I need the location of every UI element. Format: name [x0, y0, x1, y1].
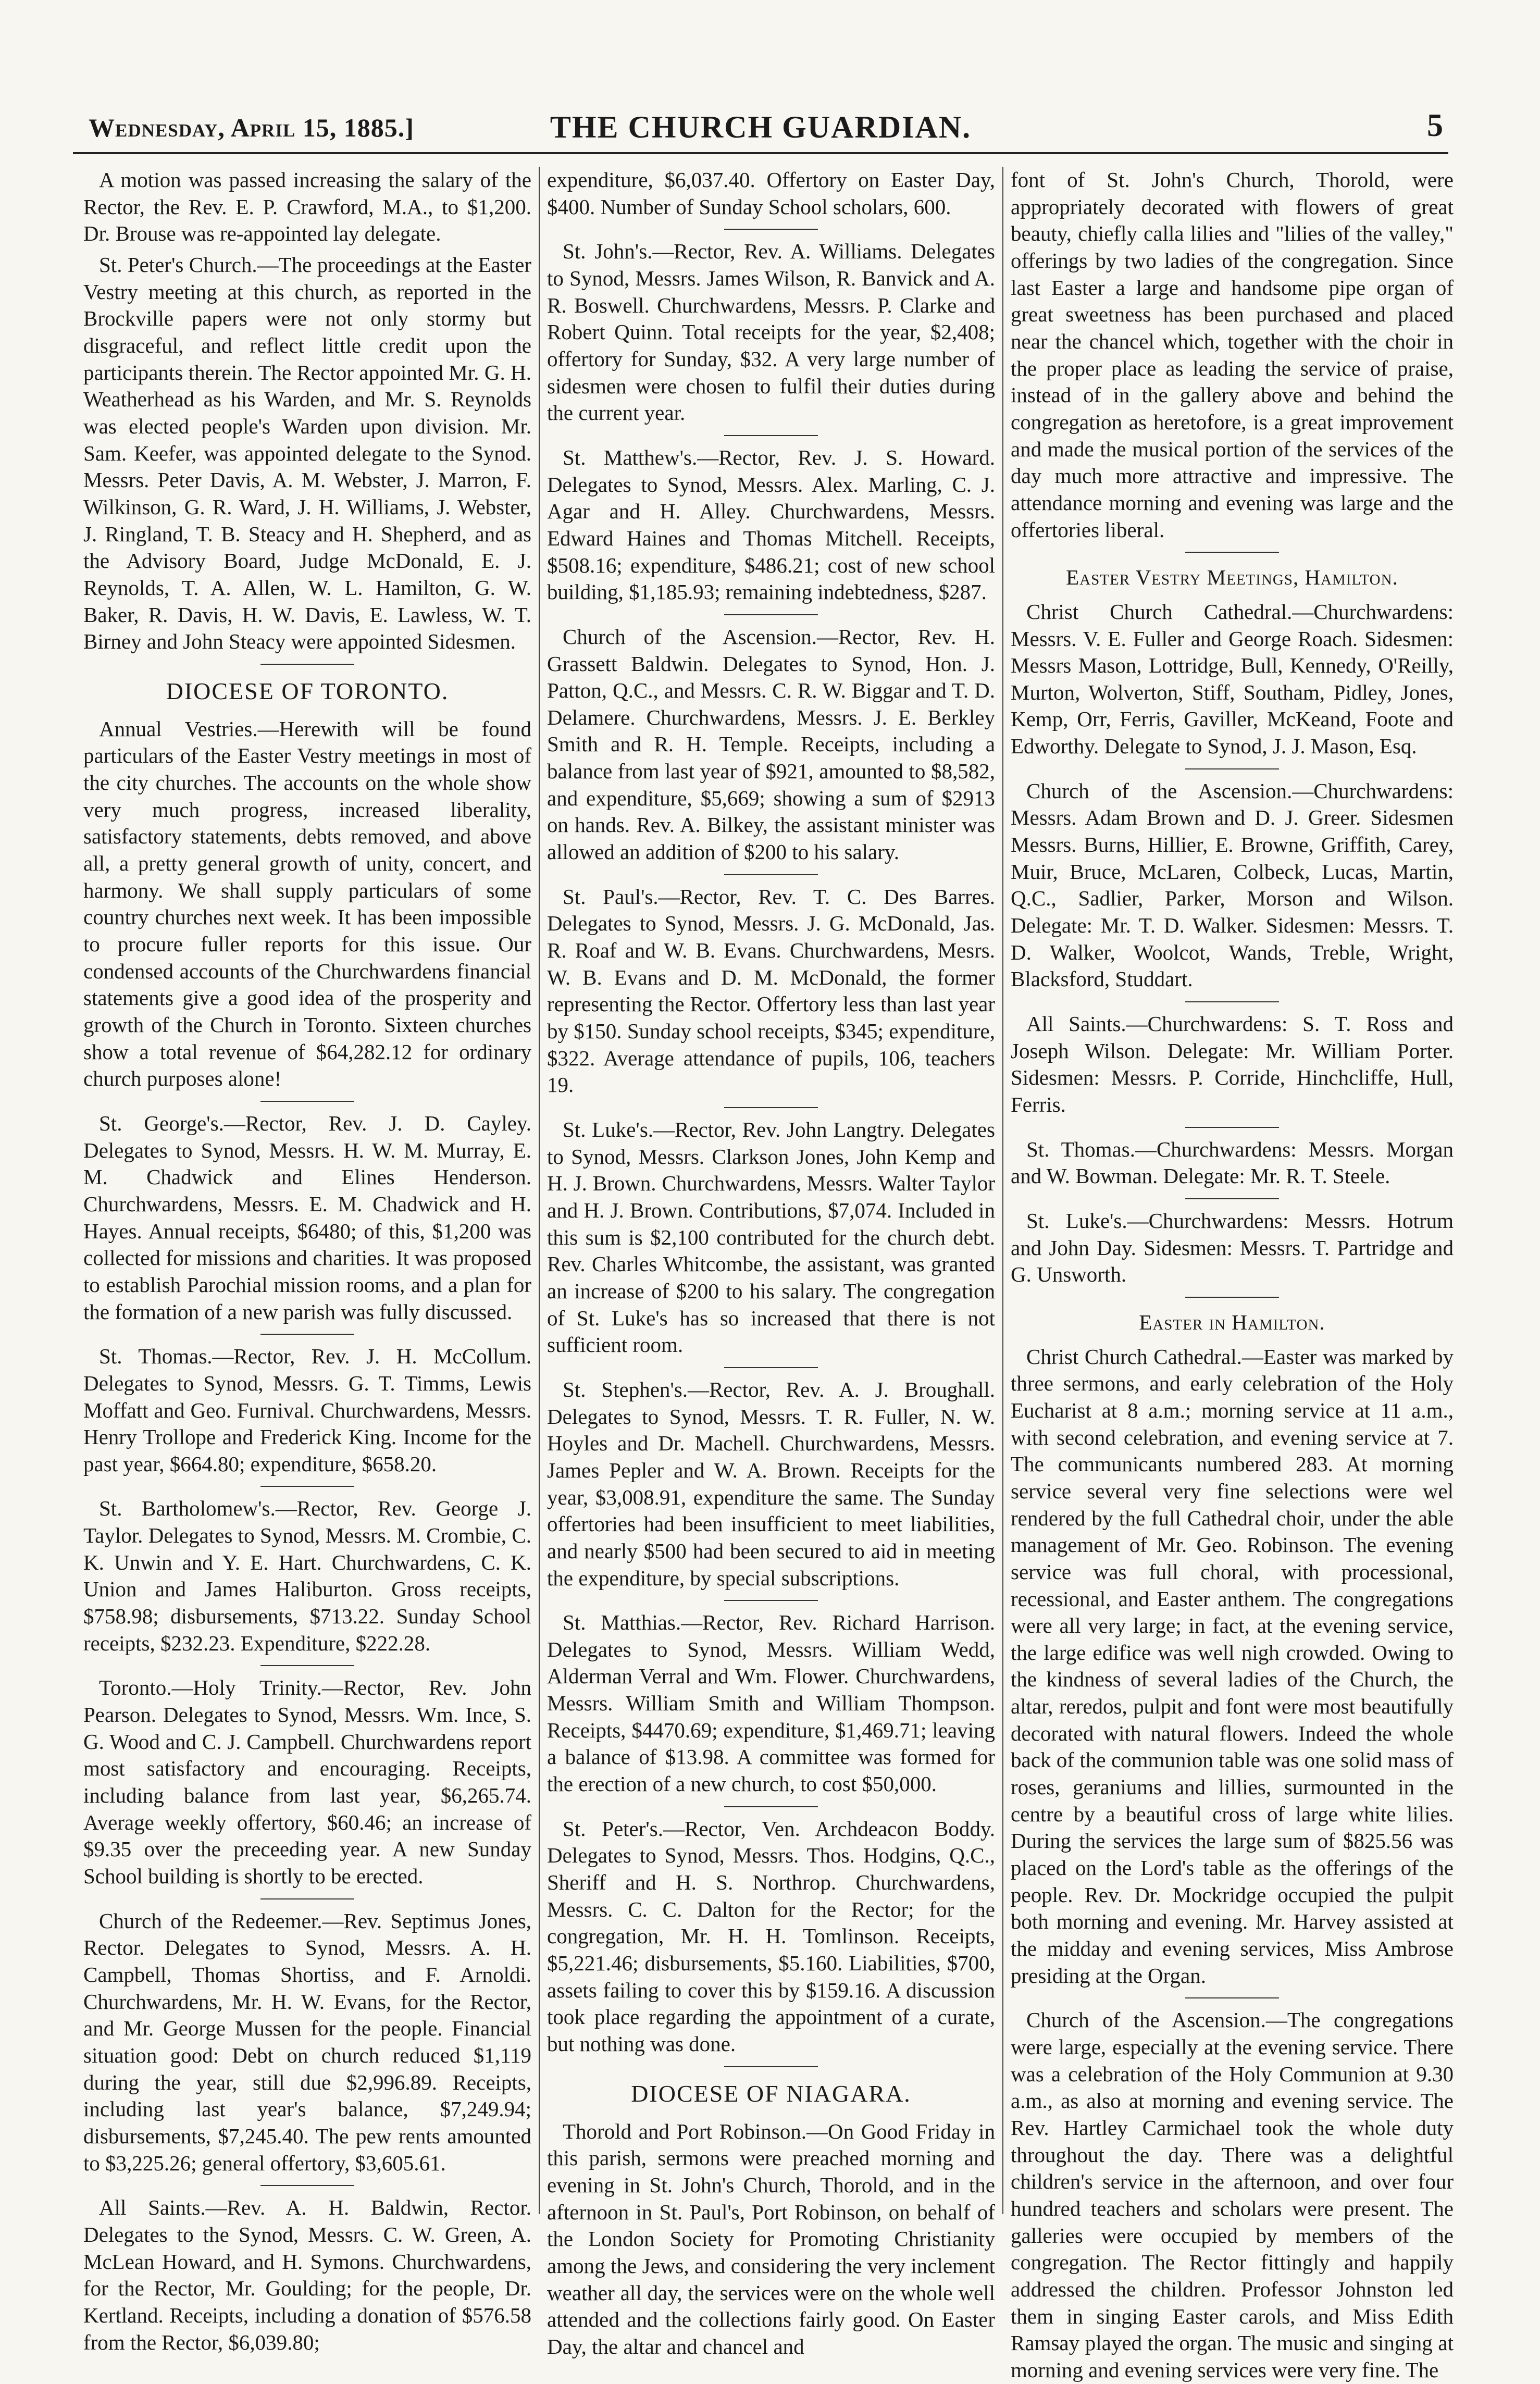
article-paragraph: St. Bartholomew's.—Rector, Rev. George J. Taylor. Delegates to Synod, Messrs. M. Crombie, C. K. Unwin and Y. E. Hart. Churchwardens, C. K. Union and James Haliburton. Gross receipts, $758.98; disbursements, $713.22. Sunday School receipts, $232.23. Expenditure, $222.28. — [83, 1496, 531, 1655]
column-rule-1 — [539, 167, 540, 2214]
article-paragraph: St. Luke's.—Churchwardens: Messrs. Hotrum and John Day. Sidesmen: Messrs. T. Partridge and G. Unsworth. — [1011, 1208, 1454, 1287]
section-heading-vestry-hamilton: Easter Vestry Meetings, Hamilton. — [1066, 565, 1398, 590]
section-heading-toronto: DIOCESE OF TORONTO. — [166, 677, 449, 704]
separator-rule — [1185, 552, 1279, 553]
article-paragraph: St. Paul's.—Rector, Rev. T. C. Des Barres. Delegates to Synod, Messrs. J. G. McDonald, Jas. R. Roaf and W. B. Evans. Churchwardens, Mesrs. W. B. Evans and D. M. McDonald, the former representing the Rector. Offertory less than last year by $150. Sunday school receipts, $345; expenditure, $322. Average attendance of pupils, 106, teachers 19. — [547, 884, 995, 1097]
article-paragraph: Christ Church Cathedral.—Churchwardens: Messrs. V. E. Fuller and George Roach. Sidesmen: Messrs Mason, Lottridge, Bull, Kennedy, O'Reilly, Murton, Wolverton, Stiff, Southam, Pidley, Jones, Kemp, Orr, Ferris, Gaviller, McKeand, Foote and Edworthy. Delegate to Synod, J. J. Mason, Esq. — [1011, 599, 1454, 759]
article-paragraph: A motion was passed increasing the salary of the Rector, the Rev. E. P. Crawford, M.A., to $1,200. Dr. Brouse was re-appointed lay delegate. — [83, 168, 531, 246]
separator-rule — [724, 874, 818, 875]
article-paragraph: St. Thomas.—Churchwardens: Messrs. Morgan and W. Bowman. Delegate: Mr. R. T. Steele. — [1011, 1137, 1454, 1188]
column-1 — [83, 167, 531, 2354]
separator-rule — [724, 1600, 818, 1601]
separator-rule — [724, 229, 818, 230]
separator-rule — [260, 2185, 354, 2186]
article-paragraph: Church of the Ascension.—The congregations were large, especially at the evening service. There was a celebration of the Holy Communion at 9.30 a.m., as also at morning and evening service. The Rev. Hartley Carmichael took the whole duty throughout the day. There was a delightful children's service in the afternoon, and over four hundred teachers and scholars were present. The galleries were occupied by members of the congregation. The Rector fittingly and happily addressed the children. Professor Johnston led them in singing Easter carols, and Miss Edith Ramsay played the organ. The music and singing at morning and evening services were very fine. The — [1011, 2008, 1454, 2382]
separator-rule — [1185, 1198, 1279, 1199]
issue-date: Wednesday, April 15, 1885.] — [89, 113, 414, 142]
article-paragraph: Church of the Ascension.—Rector, Rev. H. Grassett Baldwin. Delegates to Synod, Hon. J. Patton, Q.C., and Messrs. C. R. W. Biggar and T. D. Delamere. Churchwardens, Messrs. J. E. Berkley Smith and R. H. Temple. Receipts, including a balance from last year of $921, amounted to $8,582, and expenditure, $5,669; showing a sum of $2913 on hands. Rev. A. Bilkey, the assistant minister was allowed an addition of $200 to his salary. — [547, 624, 995, 864]
article-paragraph: Church of the Redeemer.—Rev. Septimus Jones, Rector. Delegates to Synod, Messrs. A. H. Campbell, Thomas Shortiss, and F. Arnoldi. Churchwardens, Mr. H. W. Evans, for the Rector, and Mr. George Mussen for the people. Financial situation good: Debt on church reduced $1,119 during the year, still due $2,996.89. Receipts, including last year's balance, $7,249.94; disbursements, $7,245.40. The pew rents amounted to $3,225.26; general offertory, $3,605.61. — [83, 1908, 531, 2175]
separator-rule — [724, 1367, 818, 1368]
article-paragraph: St. Thomas.—Rector, Rev. J. H. McCollum. Delegates to Synod, Messrs. G. T. Timms, Lewis Moffatt and Geo. Furnival. Churchwardens, Messrs. Henry Trollope and Frederick King. Income for the past year, $664.80; expenditure, $658.20. — [83, 1344, 531, 1476]
section-heading-niagara: DIOCESE OF NIAGARA. — [631, 2080, 911, 2107]
article-paragraph: St. John's.—Rector, Rev. A. Williams. Delegates to Synod, Messrs. James Wilson, R. Banvick and A. R. Boswell. Churchwardens, Messrs. P. Clarke and Robert Quinn. Total receipts for the year, $2,408; offertory for Sunday, $32. A very large number of sidesmen were chosen to fulfil their duties during the current year. — [547, 239, 995, 425]
separator-rule — [1185, 1297, 1279, 1298]
masthead — [73, 102, 1448, 154]
separator-rule — [260, 1334, 354, 1335]
article-paragraph: All Saints.—Rev. A. H. Baldwin, Rector. Delegates to the Synod, Messrs. C. W. Green, A. McLean Howard, and H. Symons. Churchwardens, for the Rector, Mr. Goulding; for the people, Dr. Kertland. Receipts, including a donation of $576.58 from the Rector, $6,039.80; — [83, 2195, 531, 2354]
separator-rule — [260, 1486, 354, 1487]
separator-rule — [724, 1806, 818, 1807]
page-number: 5 — [1427, 108, 1443, 143]
separator-rule — [260, 1898, 354, 1899]
separator-rule — [1185, 1997, 1279, 1998]
column-3 — [1011, 167, 1454, 2382]
newspaper-title: THE CHURCH GUARDIAN. — [550, 110, 972, 144]
separator-rule — [724, 435, 818, 436]
separator-rule — [260, 1101, 354, 1102]
article-paragraph: font of St. John's Church, Thorold, were appropriately decorated with flowers of great beauty, chiefly calla lilies and "lilies of the valley," offerings by two ladies of the congregation. Since last Easter a large and handsome pipe organ of great sweetness has been purchased and placed near the chancel which, together with the choir in the proper place as leading the service of praise, instead of in the gallery above and behind the congregation as heretofore, is a great improvement and made the musical portion of the services of the day much more attractive and impressive. The attendance morning and evening was large and the offertories liberal. — [1011, 168, 1454, 542]
article-paragraph: expenditure, $6,037.40. Offertory on Easter Day, $400. Number of Sunday School scholars, 600. — [547, 168, 995, 219]
article-paragraph: St. Stephen's.—Rector, Rev. A. J. Broughall. Delegates to Synod, Messrs. T. R. Fuller, N. W. Hoyles and Dr. Machell. Churchwardens, Messrs. James Pepler and W. A. Brown. Receipts for the year, $3,008.91, expenditure the same. The Sunday offertories had been insufficient to meet liabilities, and nearly $500 had been secured to aid in meeting the expenditure, by special subscriptions. — [547, 1377, 995, 1590]
article-paragraph: St. Peter's Church.—The proceedings at the Easter Vestry meeting at this church, as reported in the Brockville papers were not only stormy but disgraceful, and reflect little credit upon the participants therein. The Rector appointed Mr. G. H. Weatherhead as his Warden, and Mr. S. Reynolds was elected people's Warden upon division. Mr. Sam. Keefer, was appointed delegate to the Synod. Messrs. Peter Davis, A. M. Webster, J. Marron, F. Wilkinson, G. R. Ward, J. H. Williams, J. Webster, J. Ringland, T. B. Steacy and H. Shepherd, and as the Advisory Board, Judge McDonald, E. J. Reynolds, T. A. Allen, W. L. Hamilton, G. W. Baker, R. Davis, H. W. Davis, E. Lawless, W. T. Birney and John Steacy were appointed Sidesmen. — [83, 252, 531, 654]
article-paragraph: St. Luke's.—Rector, Rev. John Langtry. Delegates to Synod, Messrs. Clarkson Jones, John Kemp and H. J. Brown. Churchwardens, Messrs. Walter Taylor and H. J. Brown. Contributions, $7,074. Included in this sum is $2,100 contributed for the church debt. Rev. Charles Whitcombe, the assistant, was granted an increase of $200 to his salary. The congregation of St. Luke's has so increased that there is not sufficient room. — [547, 1118, 995, 1357]
article-paragraph: St. George's.—Rector, Rev. J. D. Cayley. Delegates to Synod, Messrs. H. W. M. Murray, E. M. Chadwick and Elines Henderson. Churchwardens, Messrs. E. M. Chadwick and H. Hayes. Annual receipts, $6480; of this, $1,200 was collected for missions and charities. It was proposed to establish Parochial mission rooms, and a plan for the formation of a new parish was fully discussed. — [83, 1111, 531, 1324]
separator-rule — [724, 2066, 818, 2067]
article-paragraph: Thorold and Port Robinson.—On Good Friday in this parish, sermons were preached morning and evening in St. John's Church, Thorold, and in the afternoon in St. Paul's, Port Robinson, on behalf of the London Society for Promoting Christianity among the Jews, and considering the very inclement weather all day, the services were on the whole well attended and the collections fairly good. On Easter Day, the altar and chancel and — [547, 2119, 995, 2358]
separator-rule — [260, 1665, 354, 1666]
article-paragraph: Christ Church Cathedral.—Easter was marked by three sermons, and early celebration of the Holy Eucharist at 8 a.m.; morning service at 11 a.m., with second celebration, and evening service at 7. The communicants numbered 283. At morning service several very fine selections were wel rendered by the full Cathedral choir, under the able management of Mr. Geo. Robinson. The evening service was full choral, with processional, recessional, and Easter anthem. The congregations were all very large; in fact, at the evening service, the large edifice was well nigh crowded. Owing to the kindness of several ladies of the Church, the altar, reredos, pulpit and font were most beautifully decorated with natural flowers. Indeed the whole back of the communion table was one solid mass of roses, geraniums and lillies, surmounted in the centre by a beautiful cross of large white lilies. During the services the large sum of $825.56 was placed on the Lord's table as the offerings of the people. Rev. Dr. Mockridge occupied the pulpit both morning and evening. Mr. Harvey assisted at the midday and evening services, Miss Ambrose presiding at the Organ. — [1011, 1344, 1454, 1988]
separator-rule — [260, 664, 354, 665]
article-paragraph: All Saints.—Churchwardens: S. T. Ross and Joseph Wilson. Delegate: Mr. William Porter. Sidesmen: Messrs. P. Corride, Hinchcliffe, Hull, Ferris. — [1011, 1012, 1454, 1116]
separator-rule — [1185, 1001, 1279, 1002]
separator-rule — [1185, 768, 1279, 769]
column-rule-2 — [1002, 167, 1003, 2214]
article-paragraph: St. Matthias.—Rector, Rev. Richard Harrison. Delegates to Synod, Messrs. William Wedd, Alderman Verral and Wm. Flower. Churchwardens, Messrs. William Smith and William Thompson. Receipts, $4470.69; expenditure, $1,469.71; leaving a balance of $13.98. A committee was formed for the erection of a new church, to cost $50,000. — [547, 1610, 995, 1796]
article-paragraph: St. Peter's.—Rector, Ven. Archdeacon Boddy. Delegates to Synod, Messrs. Thos. Hodgins, Q.C., Sheriff and H. S. Northrop. Churchwardens, Messrs. C. C. Dalton for the Rector; for the congregation, Mr. H. H. Tomlinson. Receipts, $5,221.46; disbursements, $5.160. Liabilities, $700, assets failing to cover this by $159.16. A discussion took place regarding the appointment of a curate, but nothing was done. — [547, 1816, 995, 2056]
section-heading-easter-hamilton: Easter in Hamilton. — [1139, 1310, 1325, 1334]
column-2 — [547, 167, 995, 2358]
article-paragraph: St. Matthew's.—Rector, Rev. J. S. Howard. Delegates to Synod, Messrs. Alex. Marling, C. J. Agar and H. Alley. Churchwardens, Messrs. Edward Haines and Thomas Mitchell. Receipts, $508.16; expenditure, $486.21; cost of new school building, $1,185.93; remaining indebtedness, $287. — [547, 445, 995, 604]
article-paragraph: Annual Vestries.—Herewith will be found particulars of the Easter Vestry meetings in most of the city churches. The accounts on the whole show very much progress, increased liberality, satisfactory statements, debts removed, and above all, a pretty general growth of unity, concert, and harmony. We shall supply particulars of some country churches next week. It has been impossible to procure fuller reports for this issue. Our condensed accounts of the Churchwardens financial statements give a good idea of the prosperity and growth of the Church in Toronto. Sixteen churches show a total revenue of $64,282.12 for ordinary church purposes alone! — [83, 716, 531, 1091]
separator-rule — [724, 614, 818, 615]
separator-rule — [1185, 1127, 1279, 1128]
article-paragraph: Church of the Ascension.—Churchwardens: Messrs. Adam Brown and D. J. Greer. Sidesmen Messrs. Burns, Hillier, E. Browne, Griffith, Carey, Muir, Bruce, McLaren, Colbeck, Lucas, Martin, Q.C., Sadlier, Parker, Morson and Wilson. Delegate: Mr. T. D. Walker. Sidesmen: Messrs. T. D. Walker, Woolcot, Wands, Treble, Wright, Blacksford, Studdart. — [1011, 778, 1454, 991]
separator-rule — [724, 1107, 818, 1108]
article-paragraph: Toronto.—Holy Trinity.—Rector, Rev. John Pearson. Delegates to Synod, Messrs. Wm. Ince, S. G. Wood and C. J. Campbell. Churchwardens report most satisfactory and encouraging. Receipts, including balance from last year, $6,265.74. Average weekly offertory, $60.46; an increase of $9.35 over the preceeding year. A new Sunday School building is shortly to be erected. — [83, 1675, 531, 1889]
